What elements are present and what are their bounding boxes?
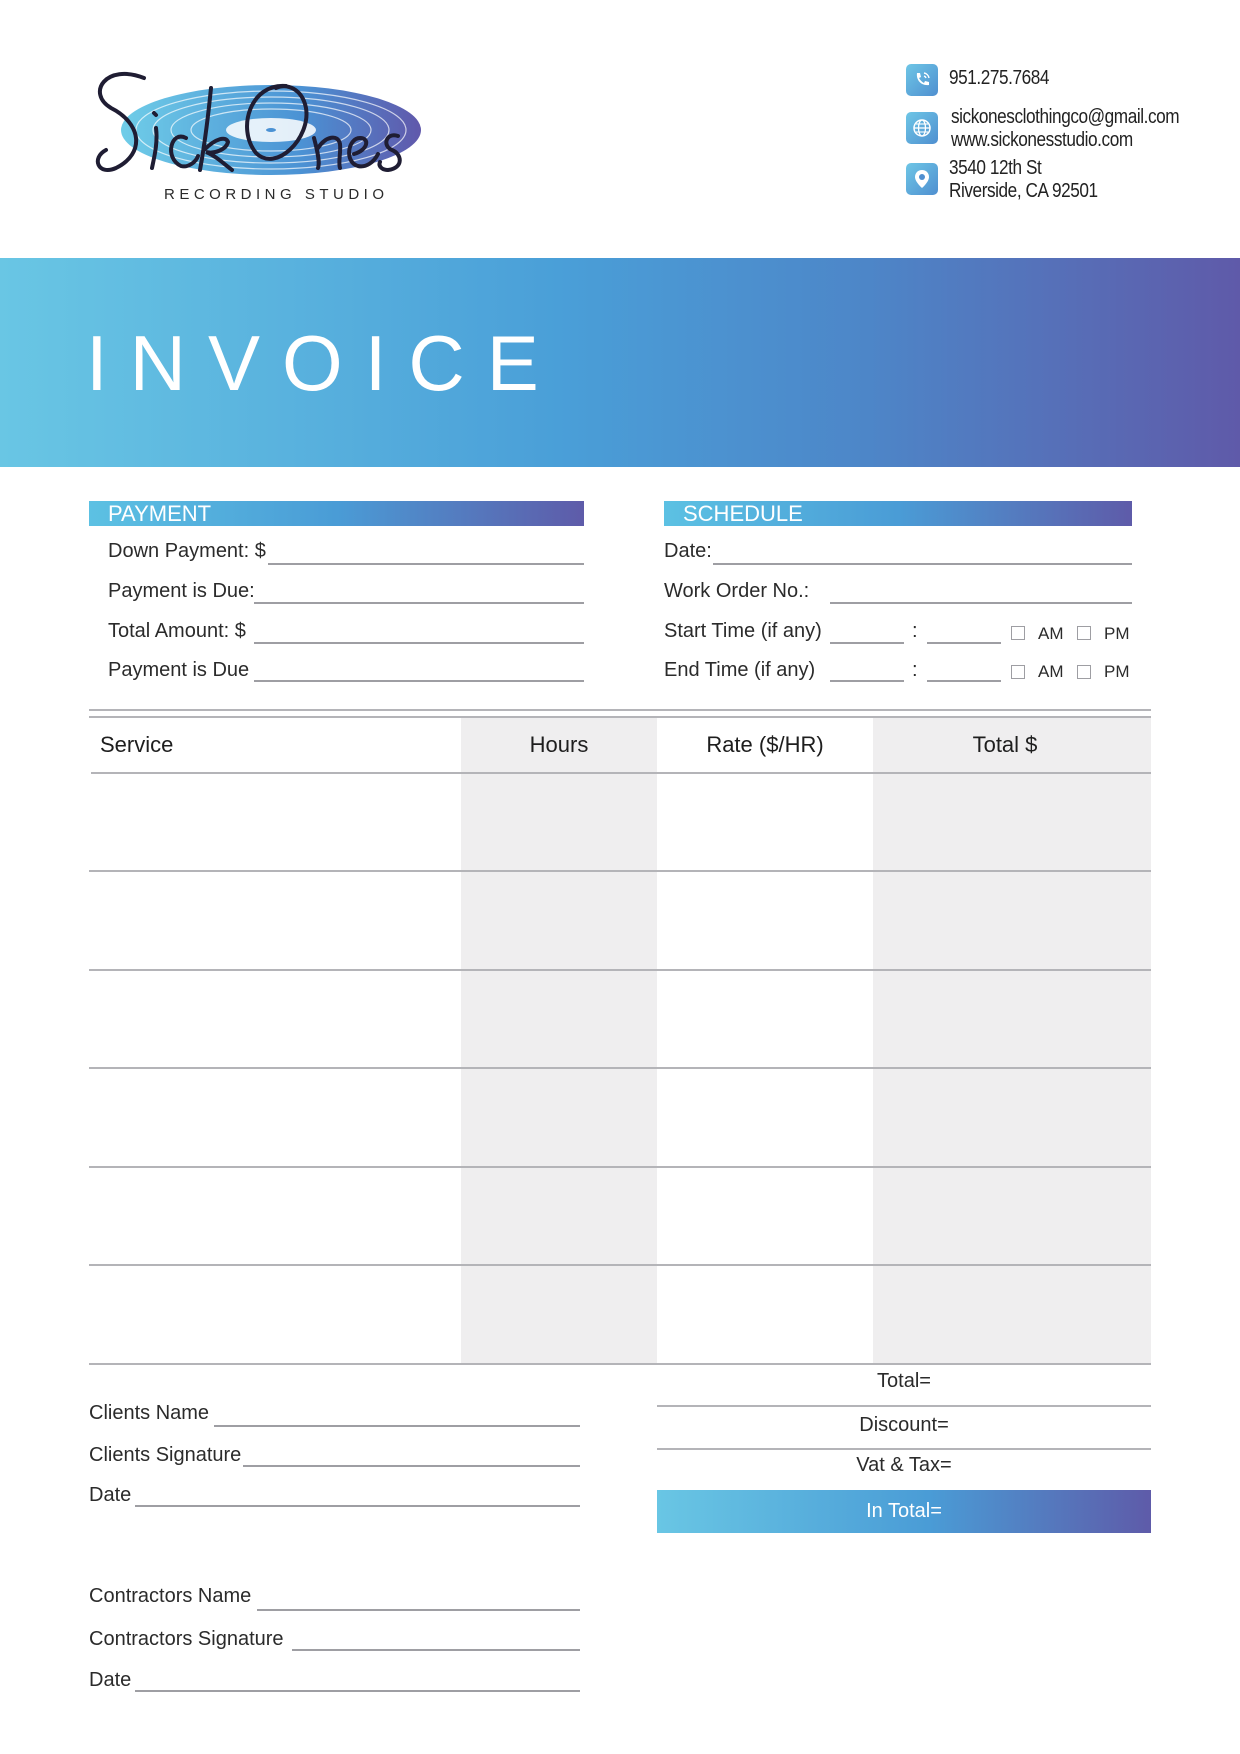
hours-header: Hours [529,732,589,757]
work-order-field[interactable] [830,602,1132,604]
client-date-field[interactable] [135,1505,580,1507]
studio-logo [86,58,426,213]
end-pm-checkbox[interactable] [1077,665,1091,679]
total-header: Total $ [972,732,1038,757]
payment-due-field[interactable] [254,602,584,604]
end-am-label: AM [1038,662,1064,681]
table-row[interactable] [89,1266,1151,1364]
table-bottom-rule [89,1363,1151,1365]
date-label: Date: [664,540,712,562]
start-minute-field[interactable] [927,642,1001,644]
start-pm-label: PM [1104,624,1130,643]
table-row[interactable] [89,774,1151,872]
start-pm-checkbox[interactable] [1077,626,1091,640]
payment-due-label: Payment is Due: [108,580,255,602]
down-payment-field[interactable] [268,563,584,565]
end-hour-field[interactable] [830,680,904,682]
clients-signature-field[interactable] [243,1465,580,1467]
globe-icon [906,112,938,144]
contact-email[interactable]: sickonesclothingco@gmail.com [951,106,1180,128]
start-am-checkbox[interactable] [1011,626,1025,640]
table-row[interactable] [89,971,1151,1069]
work-order-label: Work Order No.: [664,580,810,602]
total-label: Total= [877,1370,931,1392]
page-title: INVOICE [86,319,561,407]
payment-section-heading: PAYMENT [89,501,584,526]
end-am-checkbox[interactable] [1011,665,1025,679]
payment-due-label-2: Payment is Due [108,659,250,681]
studio-tagline: RECORDING STUDIO [164,186,389,203]
table-row[interactable] [89,1069,1151,1167]
vat-tax-label: Vat & Tax= [856,1454,952,1476]
schedule-date-field[interactable] [713,563,1132,565]
clients-name-field[interactable] [214,1425,580,1427]
start-am-label: AM [1038,624,1064,643]
schedule-section-heading: SCHEDULE [664,501,1132,526]
table-top-rule [89,709,1151,711]
total-amount-field[interactable] [254,642,584,644]
total-amount-label: Total Amount: $ [108,620,246,642]
discount-rule[interactable] [657,1448,1151,1450]
end-minute-field[interactable] [927,680,1001,682]
total-rule[interactable] [657,1405,1151,1407]
clients-signature-label: Clients Signature [89,1444,242,1466]
rate-header: Rate ($/HR) [706,732,824,757]
table-row[interactable] [89,1168,1151,1266]
end-time-label: End Time (if any) [664,659,816,681]
start-time-label: Start Time (if any) [664,620,822,642]
address-line1: 3540 12th St [949,157,1042,179]
contractors-name-field[interactable] [257,1609,580,1611]
contact-website[interactable]: www.sickonesstudio.com [951,129,1133,151]
address-line2: Riverside, CA 92501 [949,180,1098,202]
table-row[interactable] [89,872,1151,970]
end-pm-label: PM [1104,662,1130,681]
contact-phone[interactable]: 951.275.7684 [949,67,1050,89]
end-time-colon: : [912,659,918,681]
service-header: Service [100,732,174,757]
contractor-date-field[interactable] [135,1690,580,1692]
contractors-signature-field[interactable] [292,1649,580,1651]
discount-label: Discount= [859,1414,949,1436]
contractors-name-label: Contractors Name [89,1585,252,1607]
in-total-bar[interactable]: In Total= [657,1490,1151,1533]
location-pin-icon [906,163,938,195]
clients-name-label: Clients Name [89,1402,210,1424]
client-date-label: Date [89,1484,132,1506]
down-payment-label: Down Payment: $ [108,540,266,562]
payment-due-field-2[interactable] [254,680,584,682]
start-time-colon: : [912,620,918,642]
contractor-date-label: Date [89,1669,132,1691]
contractors-signature-label: Contractors Signature [89,1628,284,1650]
phone-icon [906,64,938,96]
start-hour-field[interactable] [830,642,904,644]
